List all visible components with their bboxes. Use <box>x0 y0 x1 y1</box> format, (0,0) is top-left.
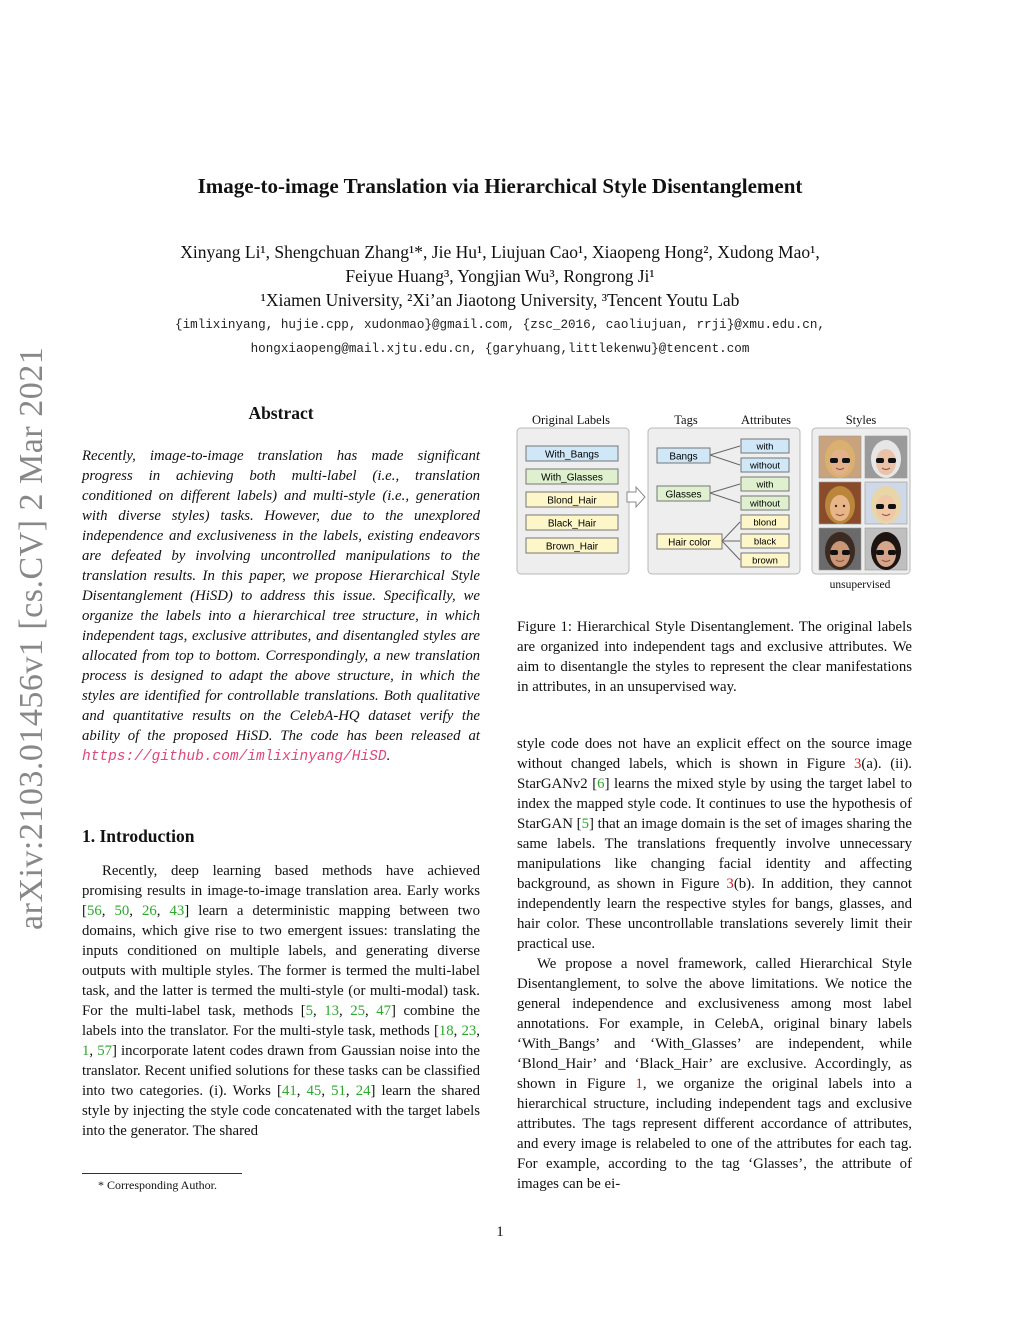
abstract-heading: Abstract <box>248 403 314 423</box>
svg-text:With_Glasses: With_Glasses <box>541 472 603 484</box>
body-paragraph: style code does not have an explicit effect on the source image without changed labels, which is shown in Figure 3(a). (ii). StarGANv2 [6] learns the mixed style by using the target label to index the mapped style code. It continues to use the hypothesis of StarGAN [5] that an image domain is the set of images sharing the same labels. The translations frequently involve unnecessary manipulations like changing facial identity and affecting background, as shown in Figure 3(b). In addition, they cannot independently learn the respective styles for bangs, glasses, and hair color. These uncontrollable translations severely limit their practical use. <box>517 736 912 952</box>
face-thumbnail-man-glasses-bald <box>819 528 861 570</box>
header-styles: Styles <box>845 413 877 427</box>
header-original-labels: Original Labels <box>531 413 611 427</box>
tag-box <box>657 448 710 463</box>
figure-hierarchy <box>514 408 914 592</box>
figure-ref-link[interactable]: 3 <box>854 756 862 772</box>
affiliations: ¹Xiamen University, ²Xi’an Jiaotong University, ³Tencent Youtu Lab <box>260 290 740 310</box>
svg-text:Black_Hair: Black_Hair <box>547 518 597 530</box>
paper-title: Image-to-image Translation via Hierarchical Style Disentanglement <box>197 174 803 198</box>
citation-link[interactable]: 5 <box>581 816 589 832</box>
label-box <box>526 538 618 553</box>
abstract-end: . <box>386 748 391 764</box>
label-box <box>526 446 618 461</box>
citation-link[interactable]: 47 <box>376 1003 392 1019</box>
svg-text:black: black <box>753 536 777 548</box>
svg-text:Hair color: Hair color <box>668 537 711 549</box>
citation-link[interactable]: 41 <box>281 1083 297 1099</box>
attribute-box <box>741 534 789 548</box>
figure-ref-link[interactable]: 3 <box>726 876 734 892</box>
attribute-box <box>741 496 789 510</box>
face-thumbnail-blonde-woman-glasses <box>865 482 907 524</box>
citation-link[interactable]: 57 <box>97 1043 112 1059</box>
body-paragraph: We propose a novel framework, called Hierarchical Style Disentanglement, to solve the above limitations. We notice the general independence and exclusiveness among most label annotations. For example, in CelebA, original binary labels ‘With_Bangs’ and ‘With_Glasses’ are independent, while ‘Blond_Hair’ and ‘Black_Hair’ are exclusive. Accordingly, as shown in Figure 1, we organize the original labels into a hierarchical structure, including independent tags and exclusive attributes. The tags represent different accordance of attributes, and every image is relabeled to one of the attributes for each tag. For example, according to the tag ‘Glasses’, the attribute of images can be ei- <box>517 956 912 1192</box>
citation-link[interactable]: 25 <box>350 1003 366 1019</box>
citation-link[interactable]: 5 <box>305 1003 314 1019</box>
svg-text:without: without <box>749 460 781 472</box>
right-column-body <box>517 734 912 1194</box>
citation-link[interactable]: 6 <box>597 776 605 792</box>
face-thumbnail-gray-haired-man-sunglasses <box>865 436 907 478</box>
citation-link[interactable]: 50 <box>114 903 130 919</box>
page-number: 1 <box>496 1224 504 1240</box>
citation-link[interactable]: 56 <box>86 903 102 919</box>
face-thumbnail-blonde-woman-sunglasses <box>819 436 861 478</box>
label-box <box>526 515 618 530</box>
arrow-icon <box>627 487 645 507</box>
citation-link[interactable]: 23 <box>461 1023 477 1039</box>
tag-box <box>657 486 710 501</box>
svg-text:without: without <box>749 498 781 510</box>
svg-text:Bangs: Bangs <box>669 451 698 463</box>
abstract-text: Recently, image-to-image translation has made significant progress in achieving both multi-label (i.e., translation conditioned on different labels) and multi-style (i.e., generation with diverse styles) tasks. However, due to the unexplored independence and exclusiveness in the labels, existing endeavors are defeated by involving uncontrolled manipulations to the translation results. In this paper, we propose Hierarchical Style Disentanglement (HiSD) to address this issue. Specifically, we organize the labels into a hierarchical tree structure, in which independent tags, exclusive attributes, and disentangled styles are allocated from top to bottom. Correspondingly, a new translation process is designed to adapt the above structure, in which the styles are identified for controllable translations. Both qualitative and quantitative results on the CelebA-HQ dataset verify the ability of the proposed HiSD. The code has been released at <box>82 448 480 744</box>
citation-link[interactable]: 45 <box>306 1083 322 1099</box>
citation-link[interactable]: 43 <box>169 903 185 919</box>
svg-text:Brown_Hair: Brown_Hair <box>545 541 599 553</box>
footnote-rule <box>82 1173 242 1174</box>
emails-line-1: {imlixinyang, hujie.cpp, xudonmao}@gmail.com, {zsc_2016, caoliujuan, rrji}@xmu.edu.cn, <box>175 318 825 332</box>
intro-paragraph: Recently, deep learning based methods have achieved promising results in image-to-image translation area. Early works [56, 50, 26, 43] learn a deterministic mapping between two domains, which give rise to two emergent issues: translating the inputs conditioned on multiple labels, and generating diverse outputs with multiple styles. The former is termed the multi-label task, and the latter is termed the multi-style (or multi-modal) task. For the multi-label task, methods [5, 13, 25, 47] combine the labels into the translator. For the multi-style task, methods [18, 23, 1, 57] incorporate latent codes drawn from Gaussian noise into the translator. Recent unified solutions for these tasks can be classified into two categories. (i). Works [41, 45, 51, 24] learn the shared style by injecting the style code concatenated with the target labels into the generator. The shared <box>82 863 480 1139</box>
code-link[interactable]: https://github.com/imlixinyang/HiSD <box>82 749 387 765</box>
intro-body <box>82 861 480 1141</box>
svg-text:with: with <box>756 441 774 453</box>
citation-link[interactable]: 13 <box>324 1003 340 1019</box>
header-attributes: Attributes <box>741 413 791 427</box>
face-thumbnail-dark-haired-man-glasses <box>865 528 907 570</box>
header-tags: Tags <box>674 413 698 427</box>
footnote: * Corresponding Author. <box>98 1178 217 1192</box>
attribute-box <box>741 458 789 472</box>
figure-ref-link[interactable]: 1 <box>635 1076 643 1092</box>
label-box <box>526 492 618 507</box>
authors-line-1: Xinyang Li¹, Shengchuan Zhang¹*, Jie Hu¹, Liujuan Cao¹, Xiaopeng Hong², Xudong Mao¹, <box>180 242 820 262</box>
svg-text:blond: blond <box>753 517 777 529</box>
svg-text:brown: brown <box>752 555 778 567</box>
intro-heading: 1. Introduction <box>82 826 195 846</box>
svg-text:with: with <box>756 479 774 491</box>
citation-link[interactable]: 1 <box>82 1043 90 1059</box>
abstract-body <box>82 446 480 767</box>
authors-line-2: Feiyue Huang³, Yongjian Wu³, Rongrong Ji¹ <box>345 266 655 286</box>
citation-link[interactable]: 18 <box>438 1023 454 1039</box>
attribute-box <box>741 553 789 567</box>
attribute-box <box>741 439 789 453</box>
figure-caption: Figure 1: Hierarchical Style Disentanglement. The original labels are organized into independent tags and exclusive attributes. We aim to disentangle the styles to represent the clear manifestations in attributes, in an unsupervised way. <box>517 619 912 695</box>
arxiv-identifier: arXiv:2103.01456v1 [cs.CV] 2 Mar 2021 <box>13 346 50 930</box>
label-box <box>526 469 618 484</box>
svg-text:With_Bangs: With_Bangs <box>545 449 599 461</box>
tag-box <box>657 534 722 549</box>
emails-line-2: hongxiaopeng@mail.xjtu.edu.cn, {garyhuang,littlekenwu}@tencent.com <box>250 342 750 356</box>
svg-text:Glasses: Glasses <box>665 489 702 501</box>
attribute-box <box>741 515 789 529</box>
citation-link[interactable]: 51 <box>331 1083 346 1099</box>
unsupervised-label: unsupervised <box>829 579 891 591</box>
citation-link[interactable]: 26 <box>141 903 157 919</box>
face-thumbnail-blonde-woman-smiling <box>819 482 861 524</box>
citation-link[interactable]: 24 <box>355 1083 371 1099</box>
svg-text:Blond_Hair: Blond_Hair <box>547 495 597 507</box>
attribute-box <box>741 477 789 491</box>
